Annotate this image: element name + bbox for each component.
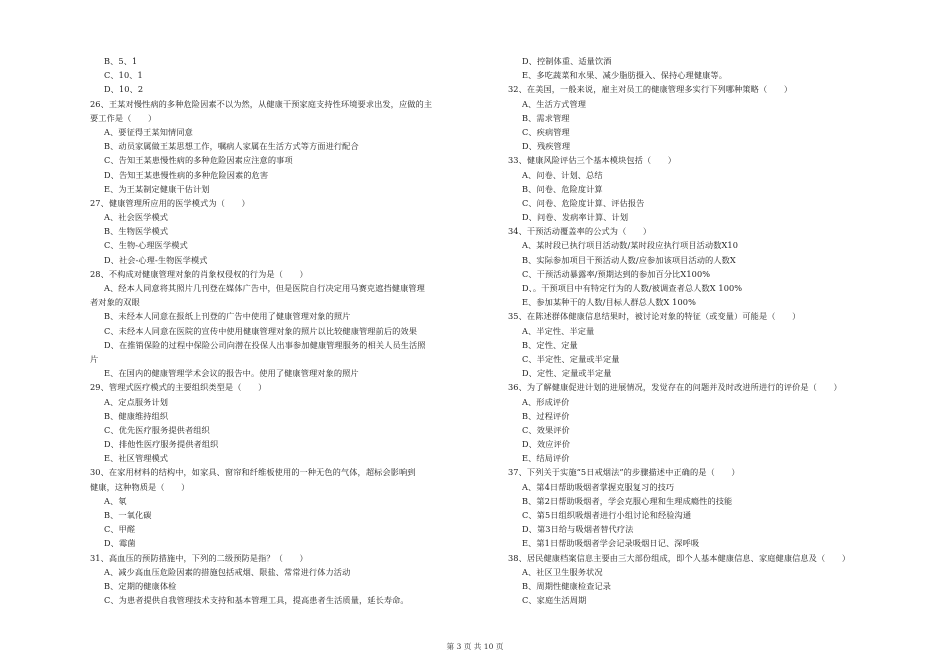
answer-option: B、动员家属做王某思想工作，嘱病人家属在生活方式等方面进行配合 xyxy=(104,141,359,152)
question-stem: 30、在家用材料的结构中，如家具、窗帘和纤维板使用的一种无色的气体，超标会影响到 xyxy=(90,467,416,478)
text-continuation: 片 xyxy=(90,353,99,364)
answer-option: A、减少高血压危险因素的措施包括戒烟、限盐、常常进行体力活动 xyxy=(104,566,351,577)
question-stem: 31、高血压的预防措施中，下列的二级预防是指？（ ） xyxy=(90,552,308,563)
answer-option: B、一氧化碳 xyxy=(104,510,152,520)
answer-option: B、健康维持组织 xyxy=(104,410,169,421)
answer-option: A、半定性、半定量 xyxy=(522,325,595,336)
answer-option: B、未经本人同意在报纸上刊登的广告中使用了健康管理对象的照片 xyxy=(104,311,351,322)
answer-option: B、定性、定量 xyxy=(522,339,578,350)
answer-option: C、半定性、定量或半定量 xyxy=(522,353,620,364)
answer-option: E、第1日帮助吸烟者学会记录吸烟日记、深呼吸 xyxy=(522,538,700,549)
question-stem: 28、不构成对健康管理对象的肖象权侵权的行为是（ ） xyxy=(90,268,308,279)
question-stem: 26、王某对慢性病的多种危险因素不以为然，从健康干预家庭支持性环境要求出发，应做的主 xyxy=(90,98,433,109)
answer-option: C、第5日组织吸烟者进行小组讨论和经验沟通 xyxy=(522,510,692,520)
answer-option: C、家庭生活周期 xyxy=(522,595,587,606)
answer-option: A、氡 xyxy=(104,495,127,506)
answer-option: A、经本人同意将其照片几刊登在媒体广告中，但是医院自行决定用马赛克遮挡健康管理 xyxy=(104,283,425,293)
answer-option: B、周期性健康检查记录 xyxy=(522,580,611,591)
answer-option: A、形成评价 xyxy=(522,396,570,407)
answer-option: D、霉菌 xyxy=(104,538,136,549)
answer-option: A、生活方式管理 xyxy=(522,98,587,109)
right-column xyxy=(508,54,888,607)
answer-option: C、10、1 xyxy=(104,70,143,81)
question-stem: 37、下列关于实施“5日戒烟法”的步骤描述中正确的是（ ） xyxy=(508,467,740,478)
answer-option: E、为王某制定健康干估计划 xyxy=(104,183,210,194)
answer-option: E、参加某种干的人数/目标人群总人数X 100% xyxy=(522,297,696,308)
text-continuation: 健康，这种物质是（ ） xyxy=(90,481,190,492)
text-continuation: 要工作是（ ） xyxy=(90,112,157,123)
question-stem: 27、健康管理所应用的医学模式为（ ） xyxy=(90,197,250,208)
answer-option: E、社区管理模式 xyxy=(104,453,169,464)
question-stem: 29、管理式医疗模式的主要组织类型是（ ） xyxy=(90,382,267,393)
answer-option: B、定期的健康体检 xyxy=(104,580,177,591)
answer-option: A、问卷、计划、总结 xyxy=(522,169,603,180)
answer-option: D、告知王某患慢性病的多种危险因素的危害 xyxy=(104,169,269,180)
answer-option: C、优先医疗服务提供者组织 xyxy=(104,424,210,435)
text-continuation: 者对象的双眼 xyxy=(90,297,140,308)
answer-option: A、要征得王某知情同意 xyxy=(104,126,193,137)
answer-option: C、生物-心理医学模式 xyxy=(104,240,188,251)
answer-option: D、效应评价 xyxy=(522,439,571,450)
answer-option: D、定性、定量或半定量 xyxy=(522,368,612,379)
answer-option: D、。干预项目中有特定行为的人数/被调查者总人数X 100% xyxy=(522,283,743,293)
answer-option: B、5、1 xyxy=(104,56,138,66)
answer-option: A、社区卫生服务状况 xyxy=(522,566,603,577)
answer-option: D、10、2 xyxy=(104,84,144,95)
answer-option: C、未经本人同意在医院的宣传中使用健康管理对象的照片以比较健康管理前后的效果 xyxy=(104,325,418,336)
answer-option: A、社会医学模式 xyxy=(104,212,169,223)
answer-option: B、需求管理 xyxy=(522,112,570,123)
answer-option: A、某时段已执行项目活动数/某时段应执行项目活动数X10 xyxy=(522,240,739,251)
answer-option: C、为患者提供自我管理技术支持和基本管理工具，提高患者生活质量，延长寿命。 xyxy=(104,595,409,606)
answer-option: C、甲醛 xyxy=(104,524,136,535)
answer-option: D、控制体重、适量饮酒 xyxy=(522,56,612,66)
answer-option: B、问卷、危险度计算 xyxy=(522,183,603,194)
answer-option: D、残疾管理 xyxy=(522,141,571,152)
answer-option: B、过程评价 xyxy=(522,410,570,421)
answer-option: A、定点服务计划 xyxy=(104,396,169,407)
page-footer: 第 3 页 共 10 页 xyxy=(446,642,504,651)
answer-option: D、问卷、发病率计算、计划 xyxy=(522,212,629,223)
answer-option: D、排他性医疗服务提供者组织 xyxy=(104,439,219,450)
answer-option: E、多吃蔬菜和水果、减少脂肪摄入、保持心理健康等。 xyxy=(522,70,727,81)
answer-option: D、在推销保险的过程中保险公司向潜在投保人出事参加健康管理服务的相关人员生活照 xyxy=(104,339,426,350)
question-stem: 36、为了解健康促进计划的进展情况，发觉存在的问题并及时改进所进行的评价是（ ） xyxy=(508,382,842,393)
left-column xyxy=(90,54,490,607)
question-stem: 34、干预活动覆盖率的公式为（ ） xyxy=(508,226,652,237)
answer-option: E、在国内的健康管理学术会议的报告中。使用了健康管理对象的照片 xyxy=(104,368,359,379)
answer-option: C、干预活动暴露率/预期达到的参加百分比X100% xyxy=(522,268,711,279)
answer-option: C、告知王某患慢性病的多种危险因素应注意的事项 xyxy=(104,155,293,166)
answer-option: B、第2日帮助吸烟者，学会克服心理和生理成瘾性的技能 xyxy=(522,495,733,506)
answer-option: E、结局评价 xyxy=(522,453,570,464)
question-stem: 32、在美国，一般来说，雇主对员工的健康管理多实行下列哪种策略（ ） xyxy=(508,84,793,95)
question-stem: 33、健康风险评估三个基本模块包括（ ） xyxy=(508,155,677,166)
question-stem: 38、居民健康档案信息主要由三大部份组成，即个人基本健康信息、家庭健康信息及（ ） xyxy=(508,552,851,563)
answer-option: B、实际参加项目干预活动人数/应参加该项目活动的人数X xyxy=(522,254,736,265)
answer-option: D、社会-心理-生物医学模式 xyxy=(104,254,208,265)
answer-option: A、第4日帮助吸烟者掌握克服复习的技巧 xyxy=(522,481,675,492)
answer-option: C、效果评价 xyxy=(522,424,570,435)
question-stem: 35、在陈述群体健康信息结果时，被讨论对象的特征（或变量）可能是（ ） xyxy=(508,311,801,322)
answer-option: C、问卷、危险度计算、评估报告 xyxy=(522,197,645,208)
answer-option: B、生物医学模式 xyxy=(104,226,169,237)
answer-option: C、疾病管理 xyxy=(522,126,570,137)
answer-option: D、第3日给与吸烟者替代疗法 xyxy=(522,524,634,535)
